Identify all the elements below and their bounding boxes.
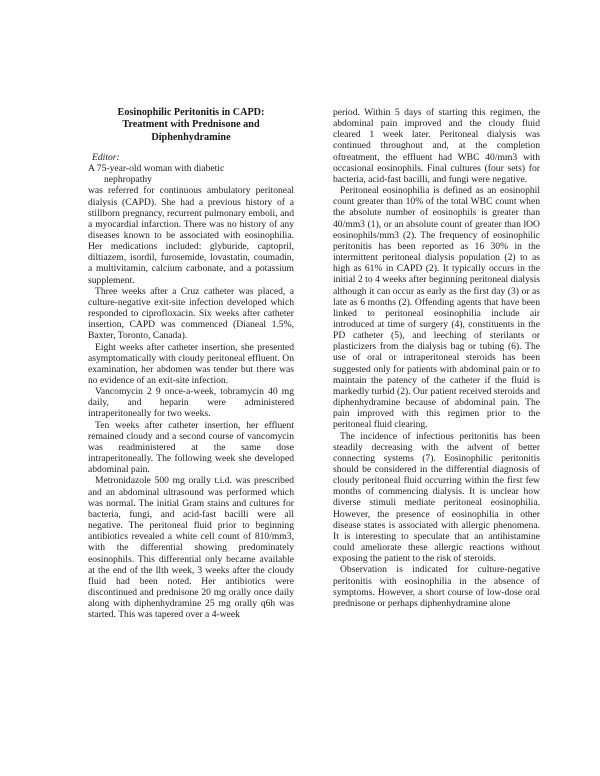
opening-line-2: nephropathy [104,174,152,186]
paragraph: Observation is indicated for culture-negative peritonitis with eosinophilia in the absence of symptoms. However, a short course of low-dose oral prednisone or perhaps diphenhydramine alone [333,564,540,609]
left-column [88,107,294,620]
paragraph: The incidence of infectious peritonitis has been steadily decreasing with the advent of better connecting systems (7). Eosinophilic peritonitis should be considered in the differential diagnosis of cloudy peritoneal fluid occurring within the first few months of commencing dialysis. It is unclear how diverse stimuli mediate peritoneal eosinophilia. However, the presence of eosinophilia in other disease states is associated with allergic phenomena. It is interesting to speculate that an antihistamine could ameliorate these allergic reactions without exposing the patient to the risk of steroids. [333,430,540,565]
opening-line [88,163,294,185]
paragraph: Ten weeks after catheter insertion, her effluent remained cloudy and a second course of vancomycin was readministered at the same dose intraperitoneally. The following week she developed abdominal pain. [88,419,294,476]
paragraph: Vancomycin 2 9 once-a-week, tobramycin 40 mg daily, and heparin were administered intraperitoneally for two weeks. [88,386,294,420]
paragraph: Three weeks after a Cruz catheter was placed, a culture-negative exit-site infection developed which responded to ciprofloxacin. Six weeks after catheter insertion, CAPD was commenced (Dianeal 1.5%, Baxter, Toronto, Canada). [88,285,294,342]
title-line: Eosinophilic Peritonitis in CAPD: [117,107,265,118]
paragraph: Eight weeks after catheter insertion, she presented asymptomatically with cloudy peritoneal effluent. On examination, her abdomen was tender but there was no evidence of an exit-site infection. [88,341,294,387]
paragraph: Metronidazole 500 mg orally t.i.d. was prescribed and an abdominal ultrasound was performed which was normal. The initial Gram stains and cultures for bacteria, fungi, and acid-fast bacilli were all negative. The peritoneal fluid prior to beginning antibiotics revealed a white cell count of 810/mm3, with the differential showing predominately eosinophils. This differential only became available at the end of the llth week, 3 weeks after the cloudy fluid had been noted. Her antibiotics were discontinued and prednisone 20 mg orally once daily along with diphenhydramine 25 mg orally q6h was started. This was tapered over a 4-week [88,475,294,621]
right-column [333,107,540,609]
paragraph: period. Within 5 days of starting this regimen, the abdominal pain improved and the cloudy fluid cleared 1 week later. Peritoneal dialysis was continued throughout and, at the completion oftreatment, the effluent had WBC 40/mm3 with occasional eosinophils. Final cultures (four sets) for bacteria, acid-fast bacilli, and fungi were negative. [333,107,540,185]
opening-line-1: A 75-year-old woman with diabetic [88,163,225,175]
paragraph: Peritoneal eosinophilia is defined as an eosinophil count greater than 10% of the total WBC count when the absolute number of eosinophils is greater than 40/mm3 (1), or an absolute count of greater than lOO eosinophils/mm3 (2). The frequency of eosinophilic peritonitis has been reported as 16 30% in the intermittent peritoneal dialysis population (2) to as high as 61% in CAPD (2). It typically occurs in the initial 2 to 4 weeks after beginning peritoneal dialysis although it can occur as early as the first day (3) or as late as 6 months (2). Offending agents that have been linked to peritoneal eosinophilia include air introduced at time of surgery (4), constituents in the PD catheter (5), and leeching of sterilants or plasticizers from the dialysis bag or tubing (6). The use of oral or intraperitoneal steroids has been suggested only for patients with abdominal pain or to maintain the patency of the catheter if the fluid is markedly turbid (2). Our patient received steroids and diphenhydramine because of abdominal pain. The pain improved with this regimen prior to the peritoneal fluid clearing. [333,185,540,431]
salutation: Editor: [92,151,120,163]
title-line: Treatment with Prednisone and [122,119,260,131]
title-line: Diphenhydramine [151,131,231,143]
paragraph: was referred for continuous ambulatory peritoneal dialysis (CAPD). She had a previous history of a stillborn pregnancy, recurrent pulmonary emboli, and a myocardial infarction. There was no history of any diseases known to be associated with eosinophilia. Her medications included: glyburide, captopril, diltiazem, isordil, furosemide, lovastatin, coumadin, a multivitamin, calcium carbonate, and a potassium supplement. [88,185,294,286]
article-title [88,107,294,144]
